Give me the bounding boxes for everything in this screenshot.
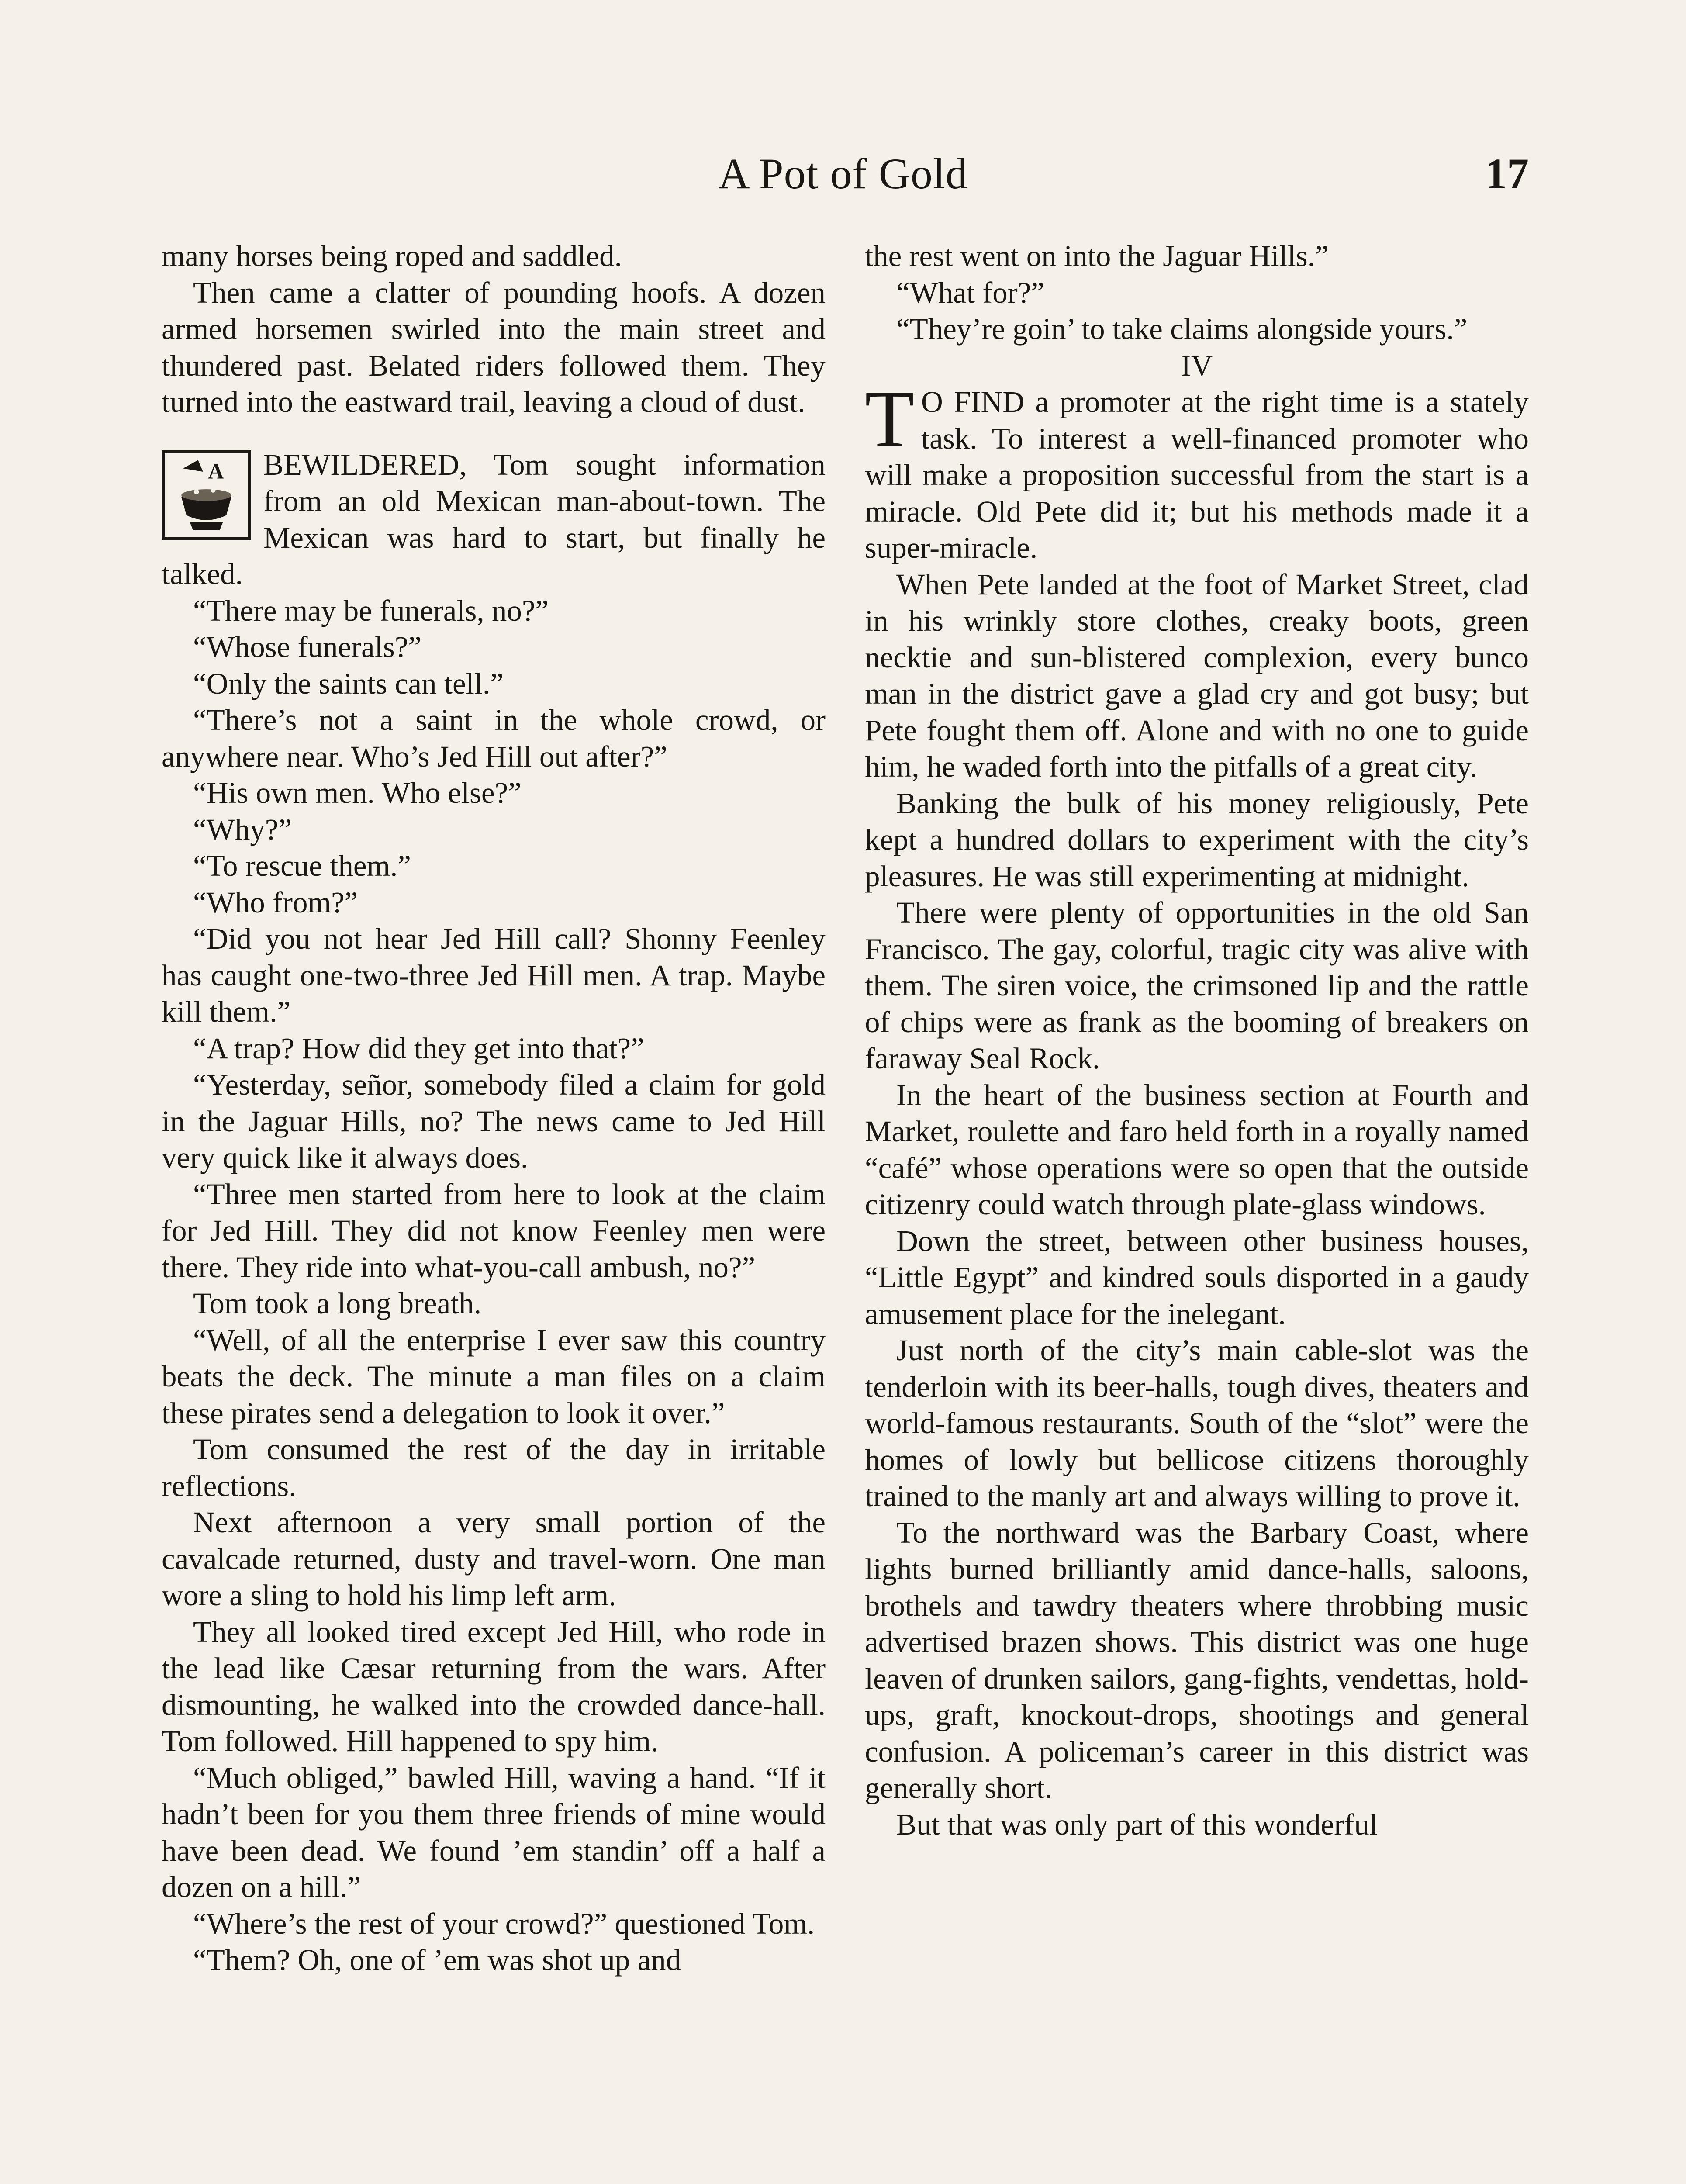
paragraph: “Who from?”	[193, 885, 358, 919]
paragraph: But that was only part of this wonderful	[896, 1807, 1378, 1841]
paragraph: Tom took a long breath.	[193, 1287, 482, 1320]
paragraph: “There may be funerals, no?”	[193, 594, 549, 627]
pot-of-gold-emblem-icon	[162, 450, 251, 540]
paragraph: “Yesterday, señor, somebody filed a claim for gold in the Jaguar Hills, no? The news came to Jed Hill very quick like it always does.	[162, 1068, 826, 1174]
paragraph: Down the street, between other business houses, “Little Egypt” and kindred souls disported in a gaudy amusement place for the inelegant.	[865, 1224, 1529, 1330]
svg-text:A: A	[208, 459, 224, 483]
paragraph: There were plenty of opportunities in the old San Francisco. The gay, colorful, tragic city was alive with them. The siren voice, the crimsoned lip and the rattle of chips were as frank as the booming of breakers on faraway Seal Rock.	[865, 896, 1529, 1075]
paragraph: “To rescue them.”	[193, 849, 411, 882]
paragraph: To the northward was the Barbary Coast, where lights burned brilliantly amid dance-halls, saloons, brothels and tawdry theaters where throbbing music advertised brazen shows. This district was one huge leaven of drunken sailors, gang-fights, vendettas, hold-ups, graft, knockout-drops, shootings and general confusion. A policeman’s career in this district was generally short.	[865, 1516, 1529, 1804]
paragraph: “Them? Oh, one of ’em was shot up and	[193, 1943, 681, 1977]
paragraph: Next afternoon a very small portion of the cavalcade returned, dusty and travel-worn. One man wore a sling to hold his limp left arm.	[162, 1506, 826, 1612]
left-column	[162, 238, 826, 1979]
paragraph: Tom consumed the rest of the day in irritable reflections.	[162, 1433, 826, 1503]
paragraph: Then came a clatter of pounding hoofs. A dozen armed horsemen swirled into the main street and thundered past. Belated riders followed them. They turned into the eastward trail, leaving a cloud of dust.	[162, 276, 826, 418]
paragraph: They all looked tired except Jed Hill, who rode in the lead like Cæsar returning from the wars. After dismounting, he walked into the crowded dance-hall. Tom followed. Hill happened to spy him.	[162, 1615, 826, 1758]
opening-word: O FIND	[921, 385, 1025, 418]
paragraph: “Did you not hear Jed Hill call? Shonny Feenley has caught one-two-three Jed Hill men. A trap. Maybe kill them.”	[162, 922, 826, 1028]
paragraph: the rest went on into the Jaguar Hills.”	[865, 239, 1329, 273]
opening-rest: a promoter at the right time is a stately task. To interest a well-financed promoter who will make a proposition successful from the start is a miracle. Old Pete did it; but his methods made it a super-miracle.	[865, 385, 1529, 564]
paragraph: Just north of the city’s main cable-slot was the tenderloin with its beer-halls, tough dives, theaters and world-famous restaurants. South of the “slot” were the homes of lowly but bellicose citizens thoroughly trained to the manly art and always willing to prove it.	[865, 1334, 1529, 1513]
paragraph: “Whose funerals?”	[193, 630, 422, 663]
section-opening	[865, 374, 1529, 567]
opening-word: BEWILDERED,	[263, 448, 467, 481]
paragraph: Banking the bulk of his money religiously, Pete kept a hundred dollars to experiment with the city’s pleasures. He was still experimenting at midnight.	[865, 786, 1529, 893]
paragraph: “Where’s the rest of your crowd?” questioned Tom.	[193, 1907, 815, 1940]
section-opening	[162, 447, 826, 593]
paragraph: When Pete landed at the foot of Market Street, clad in his wrinkly store clothes, creaky boots, green necktie and sun-blistered complexion, every bunco man in the district gave a glad cry and got busy; but Pete fought them off. Alone and with no one to guide him, he waded forth into the pitfalls of a great city.	[865, 567, 1529, 783]
paragraph: “Why?”	[193, 812, 292, 846]
drop-cap: T	[865, 374, 915, 464]
opening-rest: Tom sought information from an old Mexican man-about-town. The Mexican was hard to start, but finally he talked.	[162, 448, 826, 591]
section-number: IV	[1181, 349, 1213, 382]
paragraph: “Well, of all the enterprise I ever saw this country beats the deck. The minute a man files on a claim these pirates send a delegation to look it over.”	[162, 1323, 826, 1430]
page-title: A Pot of Gold	[718, 149, 968, 198]
paragraph: “There’s not a saint in the whole crowd, or anywhere near. Who’s Jed Hill out after?”	[162, 703, 826, 773]
paragraph: “What for?”	[896, 276, 1045, 309]
paragraph: In the heart of the business section at Fourth and Market, roulette and faro held forth in a royally named “café” whose operations were so open that the outside citizenry could watch through plate-glass windows.	[865, 1078, 1529, 1221]
page-number: 17	[1485, 149, 1529, 198]
paragraph: “Three men started from here to look at the claim for Jed Hill. They did not know Feenley men were there. They ride into what-you-call ambush, no?”	[162, 1177, 826, 1284]
paragraph: many horses being roped and saddled.	[162, 239, 622, 273]
right-column	[865, 238, 1529, 1843]
page-header	[157, 131, 1529, 218]
paragraph: “His own men. Who else?”	[193, 776, 522, 809]
paragraph: “They’re goin’ to take claims alongside yours.”	[896, 312, 1468, 346]
paragraph: “Much obliged,” bawled Hill, waving a hand. “If it hadn’t been for you them three friends of mine would have been dead. We found ’em standin’ off a half a dozen on a hill.”	[162, 1761, 826, 1904]
paragraph: “A trap? How did they get into that?”	[193, 1031, 644, 1065]
paragraph: “Only the saints can tell.”	[193, 667, 504, 700]
